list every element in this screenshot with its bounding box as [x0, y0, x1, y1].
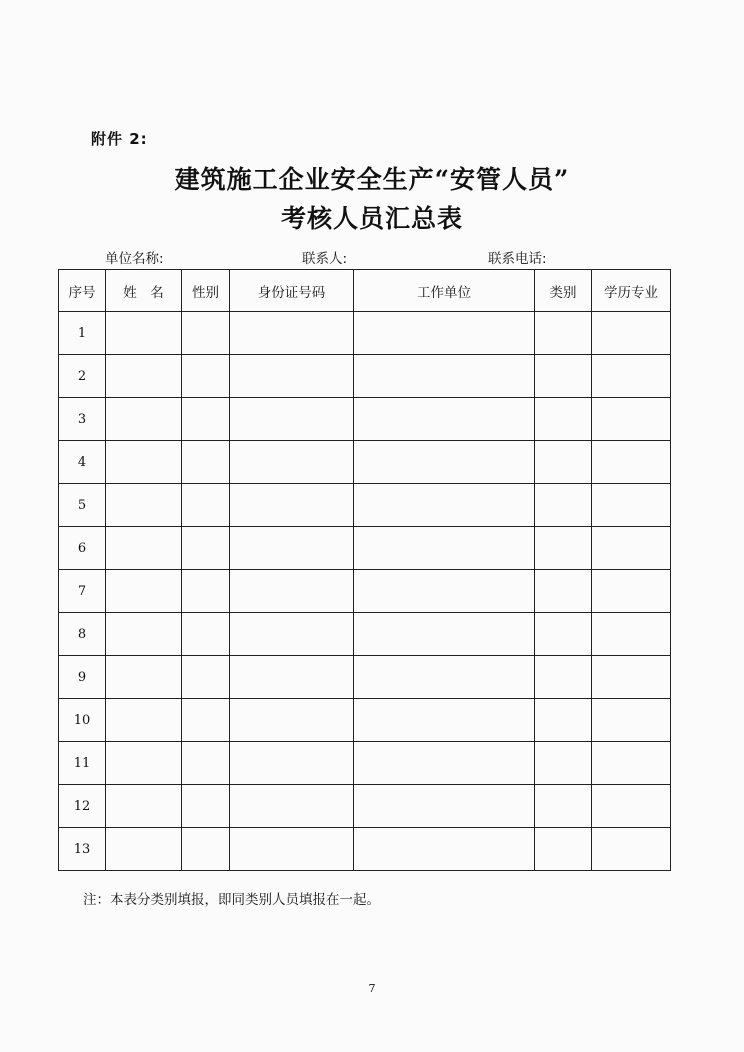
unit-name-label: 单位名称: [105, 251, 164, 267]
education-cell[interactable] [592, 312, 671, 355]
gender-cell[interactable] [182, 742, 230, 785]
category-cell[interactable] [535, 656, 592, 699]
category-cell[interactable] [535, 570, 592, 613]
education-cell[interactable] [592, 656, 671, 699]
document-title-line2: 考核人员汇总表 [280, 204, 463, 233]
table-row [59, 312, 671, 355]
table-row [59, 742, 671, 785]
category-cell[interactable] [535, 613, 592, 656]
table-row [59, 484, 671, 527]
id-number-cell[interactable] [230, 656, 354, 699]
category-cell[interactable] [535, 398, 592, 441]
gender-cell[interactable] [182, 785, 230, 828]
education-cell[interactable] [592, 570, 671, 613]
document-title-line1: 建筑施工企业安全生产“安管人员” [174, 165, 570, 194]
id-number-cell[interactable] [230, 699, 354, 742]
workplace-cell[interactable] [354, 312, 535, 355]
gender-cell[interactable] [182, 312, 230, 355]
table-row [59, 398, 671, 441]
table-row [59, 656, 671, 699]
category-cell[interactable] [535, 742, 592, 785]
gender-cell[interactable] [182, 441, 230, 484]
row-number: 6 [59, 527, 106, 570]
table-row [59, 828, 671, 871]
row-number: 5 [59, 484, 106, 527]
gender-cell[interactable] [182, 484, 230, 527]
workplace-cell[interactable] [354, 441, 535, 484]
name-cell[interactable] [106, 527, 182, 570]
workplace-cell[interactable] [354, 613, 535, 656]
id-number-cell[interactable] [230, 613, 354, 656]
id-number-cell[interactable] [230, 441, 354, 484]
education-cell[interactable] [592, 441, 671, 484]
row-number: 3 [59, 398, 106, 441]
gender-cell[interactable] [182, 828, 230, 871]
category-cell[interactable] [535, 699, 592, 742]
row-number: 13 [59, 828, 106, 871]
education-cell[interactable] [592, 785, 671, 828]
contact-label: 联系人: [302, 251, 348, 267]
row-number: 1 [59, 312, 106, 355]
name-cell[interactable] [106, 785, 182, 828]
gender-cell[interactable] [182, 355, 230, 398]
education-cell[interactable] [592, 527, 671, 570]
workplace-cell[interactable] [354, 355, 535, 398]
workplace-cell[interactable] [354, 398, 535, 441]
workplace-cell[interactable] [354, 742, 535, 785]
row-number: 11 [59, 742, 106, 785]
name-cell[interactable] [106, 484, 182, 527]
row-number: 9 [59, 656, 106, 699]
row-number: 10 [59, 699, 106, 742]
workplace-cell[interactable] [354, 484, 535, 527]
table-row [59, 527, 671, 570]
id-number-cell[interactable] [230, 742, 354, 785]
category-cell[interactable] [535, 828, 592, 871]
header-name: 姓 名 [106, 270, 182, 312]
category-cell[interactable] [535, 355, 592, 398]
personnel-table [58, 269, 671, 871]
name-cell[interactable] [106, 613, 182, 656]
table-row [59, 613, 671, 656]
name-cell[interactable] [106, 312, 182, 355]
gender-cell[interactable] [182, 398, 230, 441]
row-number: 8 [59, 613, 106, 656]
table-row [59, 699, 671, 742]
header-id-number: 身份证号码 [230, 270, 354, 312]
attachment-label: 附件 2: [91, 130, 148, 148]
gender-cell[interactable] [182, 613, 230, 656]
education-cell[interactable] [592, 398, 671, 441]
id-number-cell[interactable] [230, 484, 354, 527]
id-number-cell[interactable] [230, 355, 354, 398]
phone-label: 联系电话: [488, 251, 547, 267]
id-number-cell[interactable] [230, 785, 354, 828]
workplace-cell[interactable] [354, 656, 535, 699]
row-number: 4 [59, 441, 106, 484]
header-seq: 序号 [59, 270, 106, 312]
table-row [59, 785, 671, 828]
row-number: 7 [59, 570, 106, 613]
footnote: 注：本表分类别填报，即同类别人员填报在一起。 [83, 892, 380, 908]
education-cell[interactable] [592, 742, 671, 785]
row-number: 2 [59, 355, 106, 398]
name-cell[interactable] [106, 570, 182, 613]
category-cell[interactable] [535, 785, 592, 828]
education-cell[interactable] [592, 828, 671, 871]
page-number: 7 [368, 982, 376, 995]
education-cell[interactable] [592, 355, 671, 398]
gender-cell[interactable] [182, 527, 230, 570]
workplace-cell[interactable] [354, 527, 535, 570]
workplace-cell[interactable] [354, 785, 535, 828]
name-cell[interactable] [106, 699, 182, 742]
workplace-cell[interactable] [354, 699, 535, 742]
category-cell[interactable] [535, 312, 592, 355]
gender-cell[interactable] [182, 699, 230, 742]
id-number-cell[interactable] [230, 828, 354, 871]
header-education: 学历专业 [592, 270, 671, 312]
table-row [59, 441, 671, 484]
row-number: 12 [59, 785, 106, 828]
table-row [59, 355, 671, 398]
id-number-cell[interactable] [230, 570, 354, 613]
name-cell[interactable] [106, 355, 182, 398]
header-gender: 性别 [182, 270, 230, 312]
education-cell[interactable] [592, 613, 671, 656]
education-cell[interactable] [592, 484, 671, 527]
gender-cell[interactable] [182, 656, 230, 699]
name-cell[interactable] [106, 398, 182, 441]
workplace-cell[interactable] [354, 570, 535, 613]
education-cell[interactable] [592, 699, 671, 742]
workplace-cell[interactable] [354, 828, 535, 871]
name-cell[interactable] [106, 441, 182, 484]
table-header-row [59, 270, 671, 312]
name-cell[interactable] [106, 828, 182, 871]
gender-cell[interactable] [182, 570, 230, 613]
category-cell[interactable] [535, 484, 592, 527]
id-number-cell[interactable] [230, 398, 354, 441]
table-row [59, 570, 671, 613]
id-number-cell[interactable] [230, 527, 354, 570]
name-cell[interactable] [106, 742, 182, 785]
name-cell[interactable] [106, 656, 182, 699]
category-cell[interactable] [535, 441, 592, 484]
id-number-cell[interactable] [230, 312, 354, 355]
header-workplace: 工作单位 [354, 270, 535, 312]
header-category: 类别 [535, 270, 592, 312]
category-cell[interactable] [535, 527, 592, 570]
